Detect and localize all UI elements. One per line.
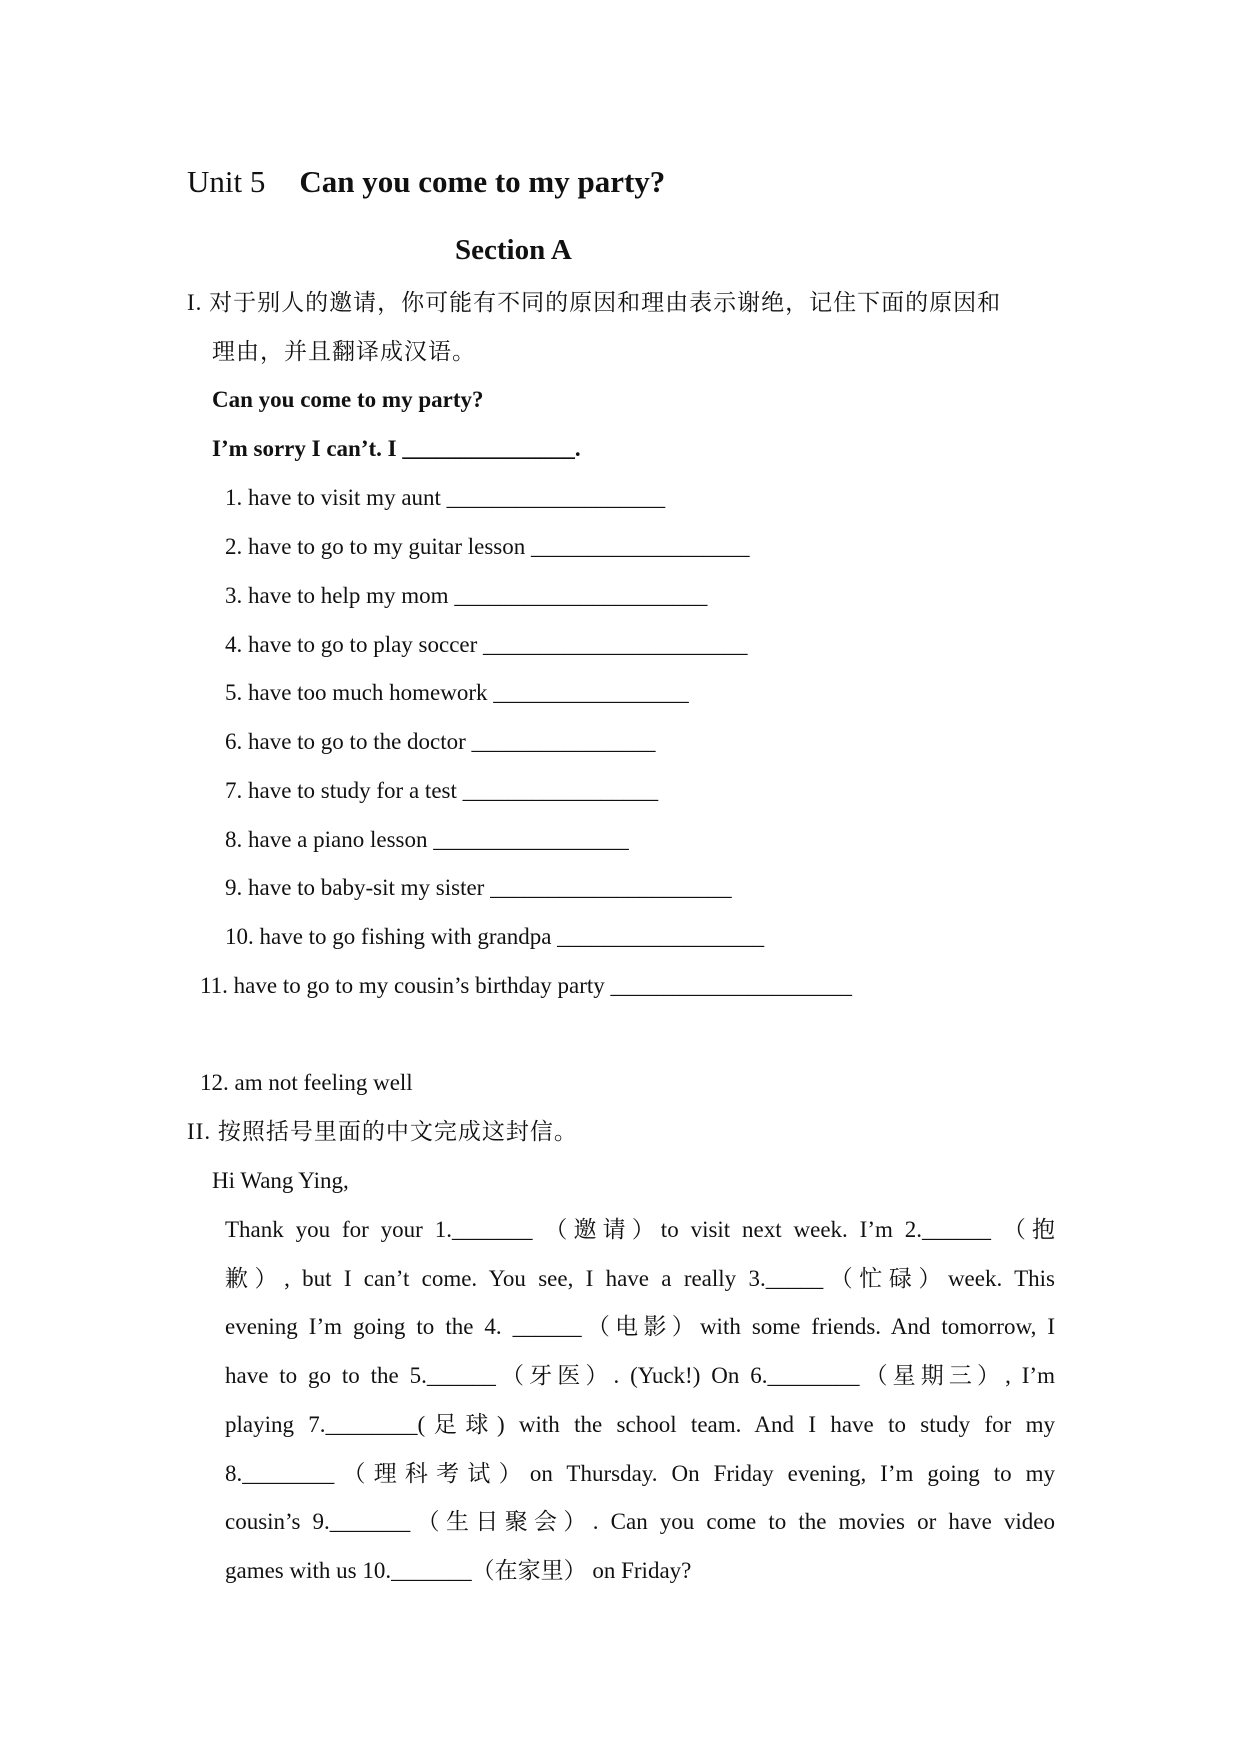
part1-question: Can you come to my party? bbox=[212, 387, 484, 412]
part1-instruction-line1: I. 对于别人的邀请，你可能有不同的原因和理由表示谢绝，记住下面的原因和 bbox=[187, 290, 1002, 315]
section-title: Section A bbox=[455, 234, 572, 266]
letter-line-4: have to go to the 5.______（牙医）. (Yuck!) On 6.________（星期三）, I’m bbox=[225, 1363, 1055, 1388]
page-title bbox=[187, 162, 665, 202]
list-item-7: 7. have to study for a test _________________ bbox=[225, 778, 659, 803]
list-item-5: 5. have too much homework _________________ bbox=[225, 680, 689, 705]
unit-title: Can you come to my party? bbox=[299, 164, 666, 199]
letter-line-7: cousin’s 9._______（生日聚会）. Can you come to the movies or have video bbox=[225, 1509, 1055, 1534]
letter-line-6: 8.________（理科考试）on Thursday. On Friday evening, I’m going to my bbox=[225, 1461, 1055, 1486]
list-item-10: 10. have to go fishing with grandpa __________________ bbox=[225, 924, 765, 949]
part2-instruction: II. 按照括号里面的中文完成这封信。 bbox=[187, 1119, 578, 1144]
letter-line-3: evening I’m going to the 4. ______（电影）with some friends. And tomorrow, I bbox=[225, 1314, 1055, 1339]
list-item-2: 2. have to go to my guitar lesson ___________________ bbox=[225, 534, 750, 559]
letter-line-8: games with us 10._______（在家里） on Friday? bbox=[225, 1558, 692, 1583]
list-item-6: 6. have to go to the doctor ________________ bbox=[225, 729, 656, 754]
letter-greeting: Hi Wang Ying, bbox=[212, 1168, 349, 1193]
list-item-4: 4. have to go to play soccer _______________________ bbox=[225, 632, 748, 657]
list-item-1: 1. have to visit my aunt ___________________ bbox=[225, 485, 666, 510]
list-item-9: 9. have to baby-sit my sister _____________________ bbox=[225, 875, 732, 900]
part1-answer: I’m sorry I can’t. I _______________. bbox=[212, 436, 581, 461]
letter-line-2: 歉）, but I can’t come. You see, I have a really 3._____（忙碌）week. This bbox=[225, 1266, 1055, 1291]
unit-label: Unit 5 bbox=[187, 164, 266, 199]
letter-line-1: Thank you for your 1._______ （邀请）to visit next week. I’m 2.______ （抱 bbox=[225, 1217, 1055, 1242]
list-item-11: 11. have to go to my cousin’s birthday party _____________________ bbox=[200, 973, 853, 998]
list-item-8: 8. have a piano lesson _________________ bbox=[225, 827, 629, 852]
list-item-12: 12. am not feeling well bbox=[200, 1070, 413, 1095]
list-item-3: 3. have to help my mom ______________________ bbox=[225, 583, 708, 608]
letter-line-5: playing 7.________(足球) with the school team. And I have to study for my bbox=[225, 1412, 1055, 1437]
part1-instruction-line2: 理由，并且翻译成汉语。 bbox=[212, 339, 476, 364]
